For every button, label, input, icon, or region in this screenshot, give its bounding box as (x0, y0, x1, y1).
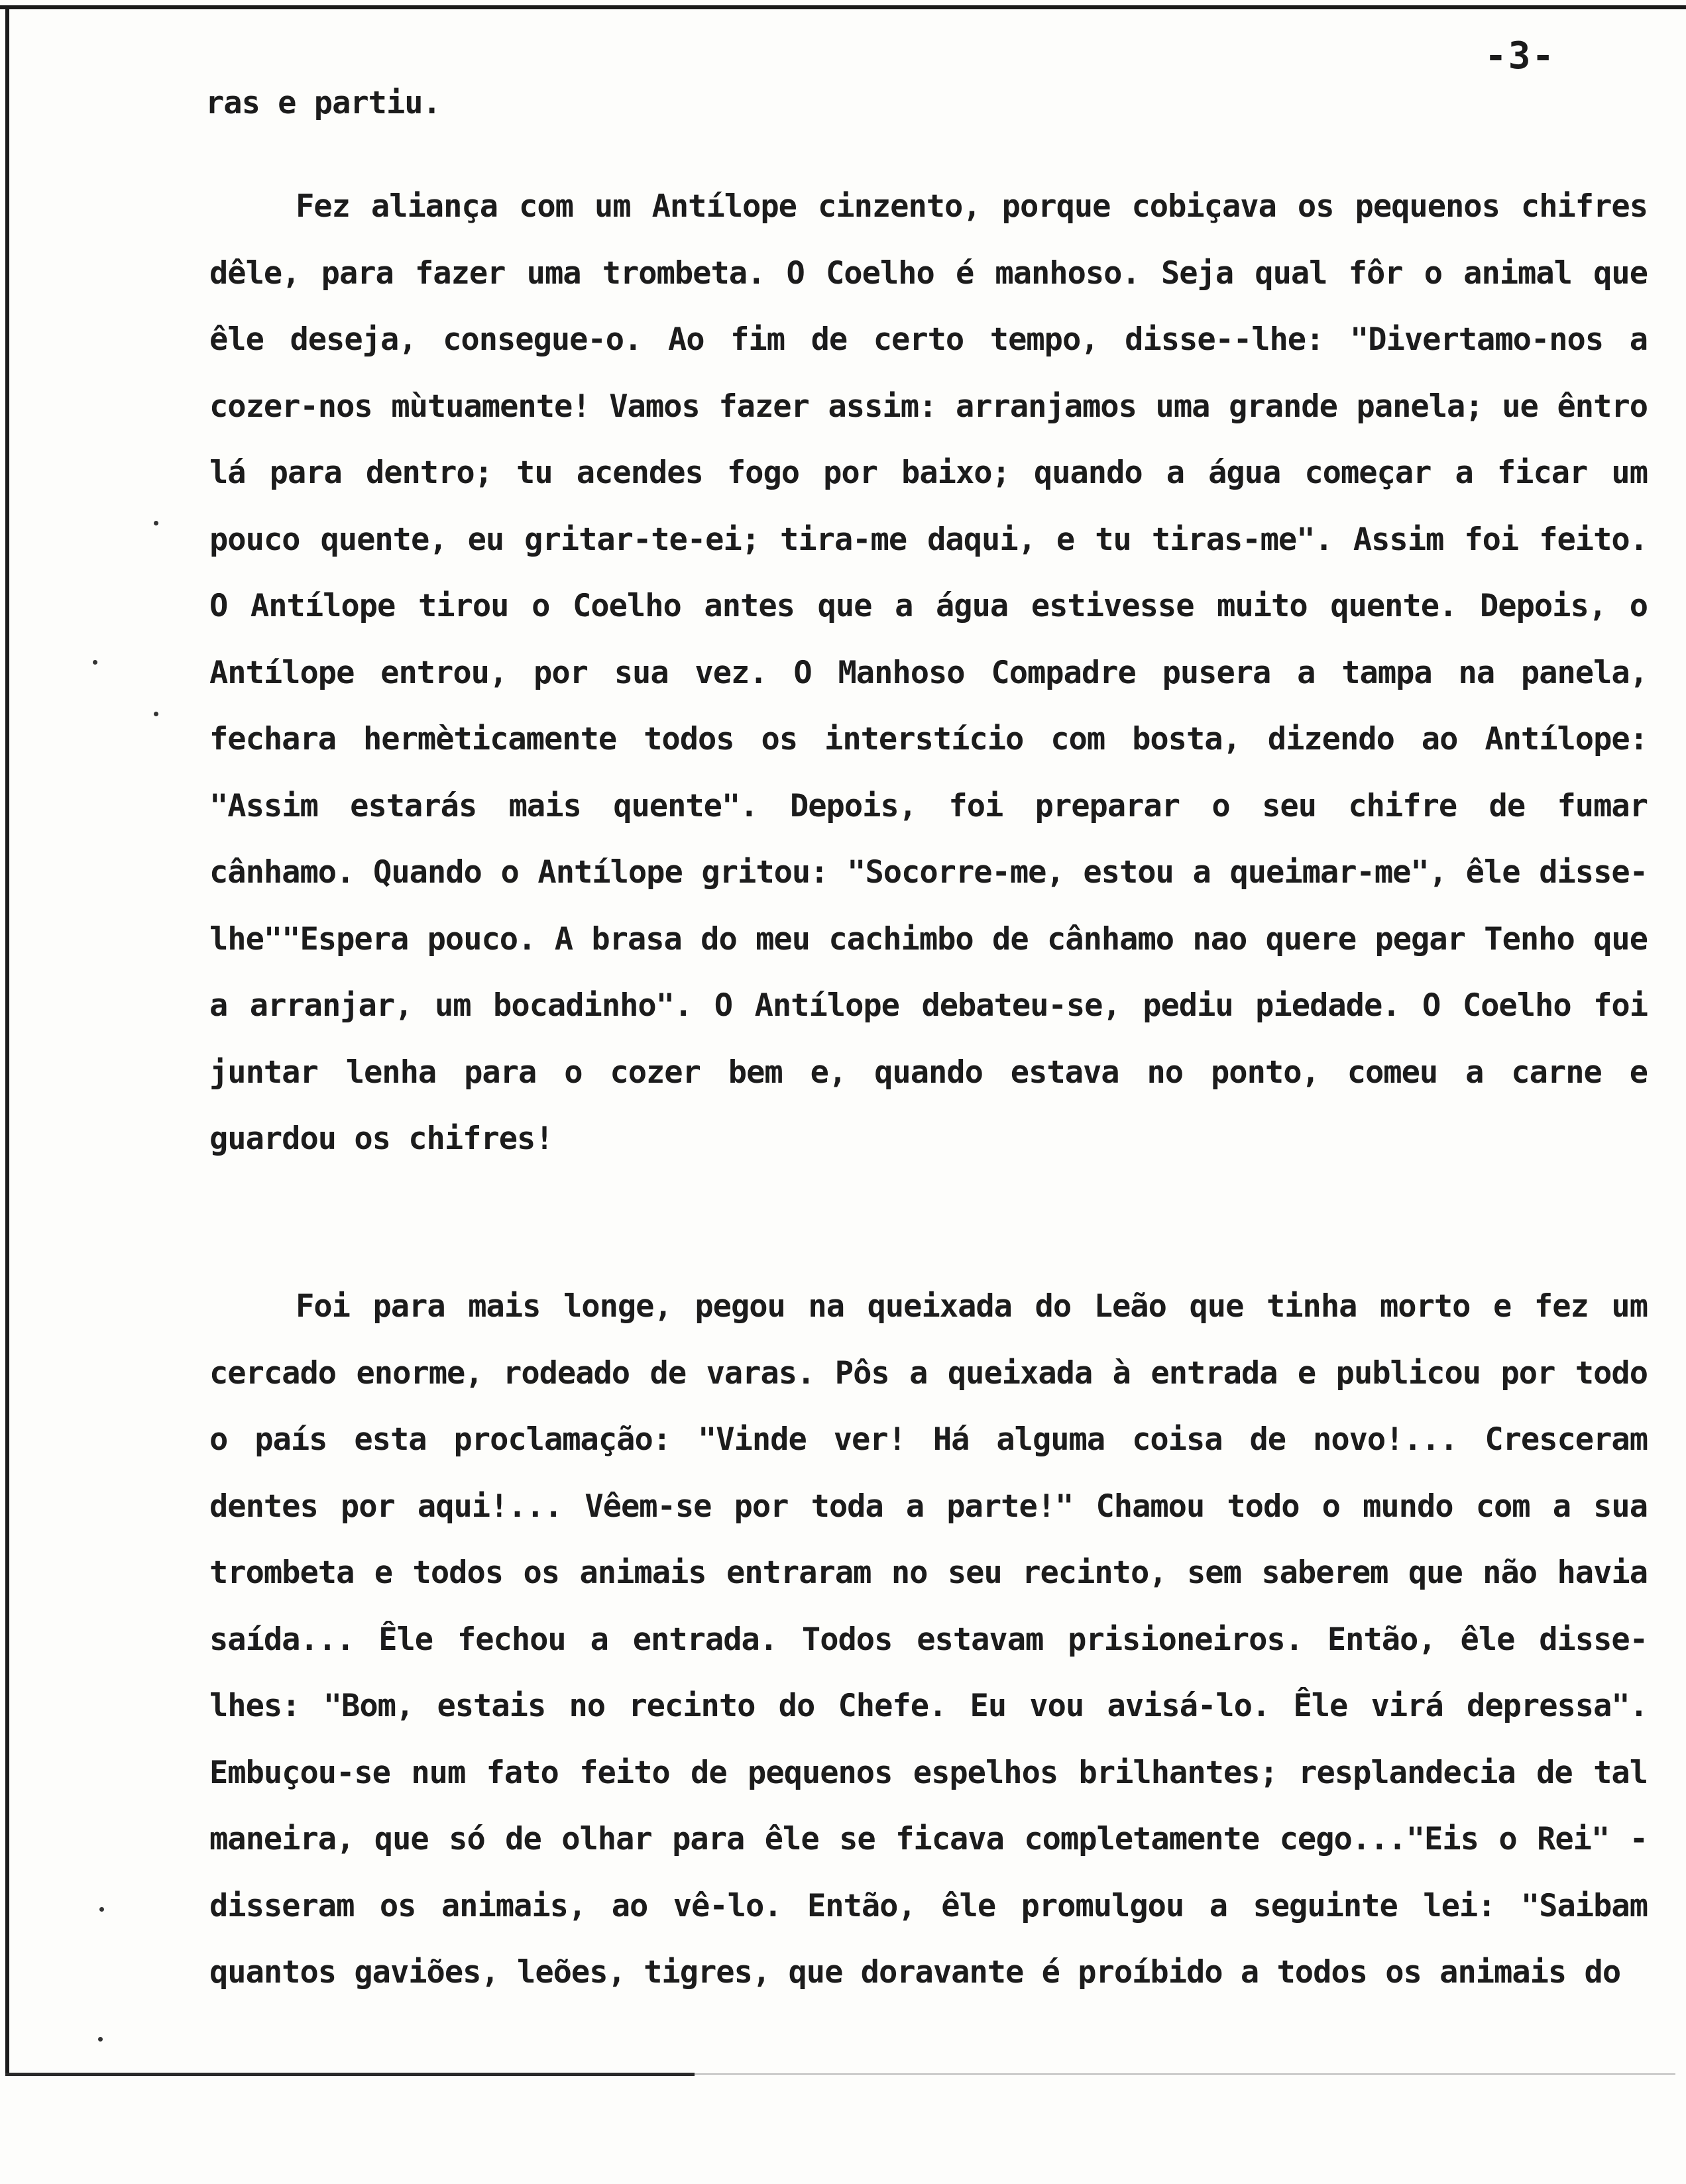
page-number: -3- (1485, 34, 1556, 78)
scan-speck (154, 712, 158, 716)
paragraph-antilope: Fez aliança com um Antílope cinzento, porque cobiçava os pequenos chifres dêle, para fazer uma trombeta. O Coelho é manhoso. Seja qual fôr o animal que êle deseja, consegue-o. Ao fim de certo tempo, disse--lhe: "Divertamo-nos a cozer-nos mùtuamente! Vamos fazer assim: arranjamos uma grande panela; ue êntro lá para dentro; tu acendes fogo por baixo; quando a água começar a ficar um pouco quente, eu gritar-te-ei; tira-me daqui, e tu tiras-me". Assim foi feito. O Antílope tirou o Coelho antes que a água estivesse muito quente. Depois, o Antílope entrou, por sua vez. O Manhoso Compadre pusera a tampa na panela, fechara hermèticamente todos os interstício com bosta, dizendo ao Antílope: "Assim estarás mais quente". Depois, foi preparar o seu chifre de fumar cânhamo. Quando o Antílope gritou: "Socorre-me, estou a queimar-me", êle disse-lhe""Espera pouco. A brasa do meu cachimbo de cânhamo nao quere pegar Tenho que a arranjar, um bocadinho". O Antílope debateu-se, pediu piedade. O Coelho foi juntar lenha para o cozer bem e, quando estava no ponto, comeu a carne e guardou os chifres! (209, 188, 1648, 1157)
scan-border-left (5, 5, 9, 2073)
scan-speck (154, 521, 158, 525)
scan-speck (98, 2037, 103, 2042)
scan-speck (99, 1907, 104, 1912)
scan-border-bottom (5, 2073, 695, 2076)
scan-speck (93, 660, 97, 665)
continuation-line: ras e partiu. (205, 85, 441, 121)
scan-border-bottom-faint (695, 2073, 1675, 2075)
paragraph-queixada: Foi para mais longe, pegou na queixada do Leão que tinha morto e fez um cercado enorme, rodeado de varas. Pôs a queixada à entrada e publicou por todo o país esta proclamação: "Vinde ver! Há alguma coisa de novo!... Cresceram dentes por aqui!... Vêem-se por toda a parte!" Chamou todo o mundo com a sua trombeta e todos os animais entraram no seu recinto, sem saberem que não havia saída... Êle fechou a entrada. Todos estavam prisioneiros. Então, êle disse-lhes: "Bom, estais no recinto do Chefe. Eu vou avisá-lo. Êle virá depressa". Embuçou-se num fato feito de pequenos espelhos brilhantes; resplandecia de tal maneira, que só de olhar para êle se ficava completamente cego..."Eis o Rei" - disseram os animais, ao vê-lo. Então, êle promulgou a seguinte lei: "Saibam quantos gaviões, leões, tigres, que doravante é proíbido a todos os animais do (209, 1288, 1648, 1991)
scan-border-top (0, 5, 1686, 9)
